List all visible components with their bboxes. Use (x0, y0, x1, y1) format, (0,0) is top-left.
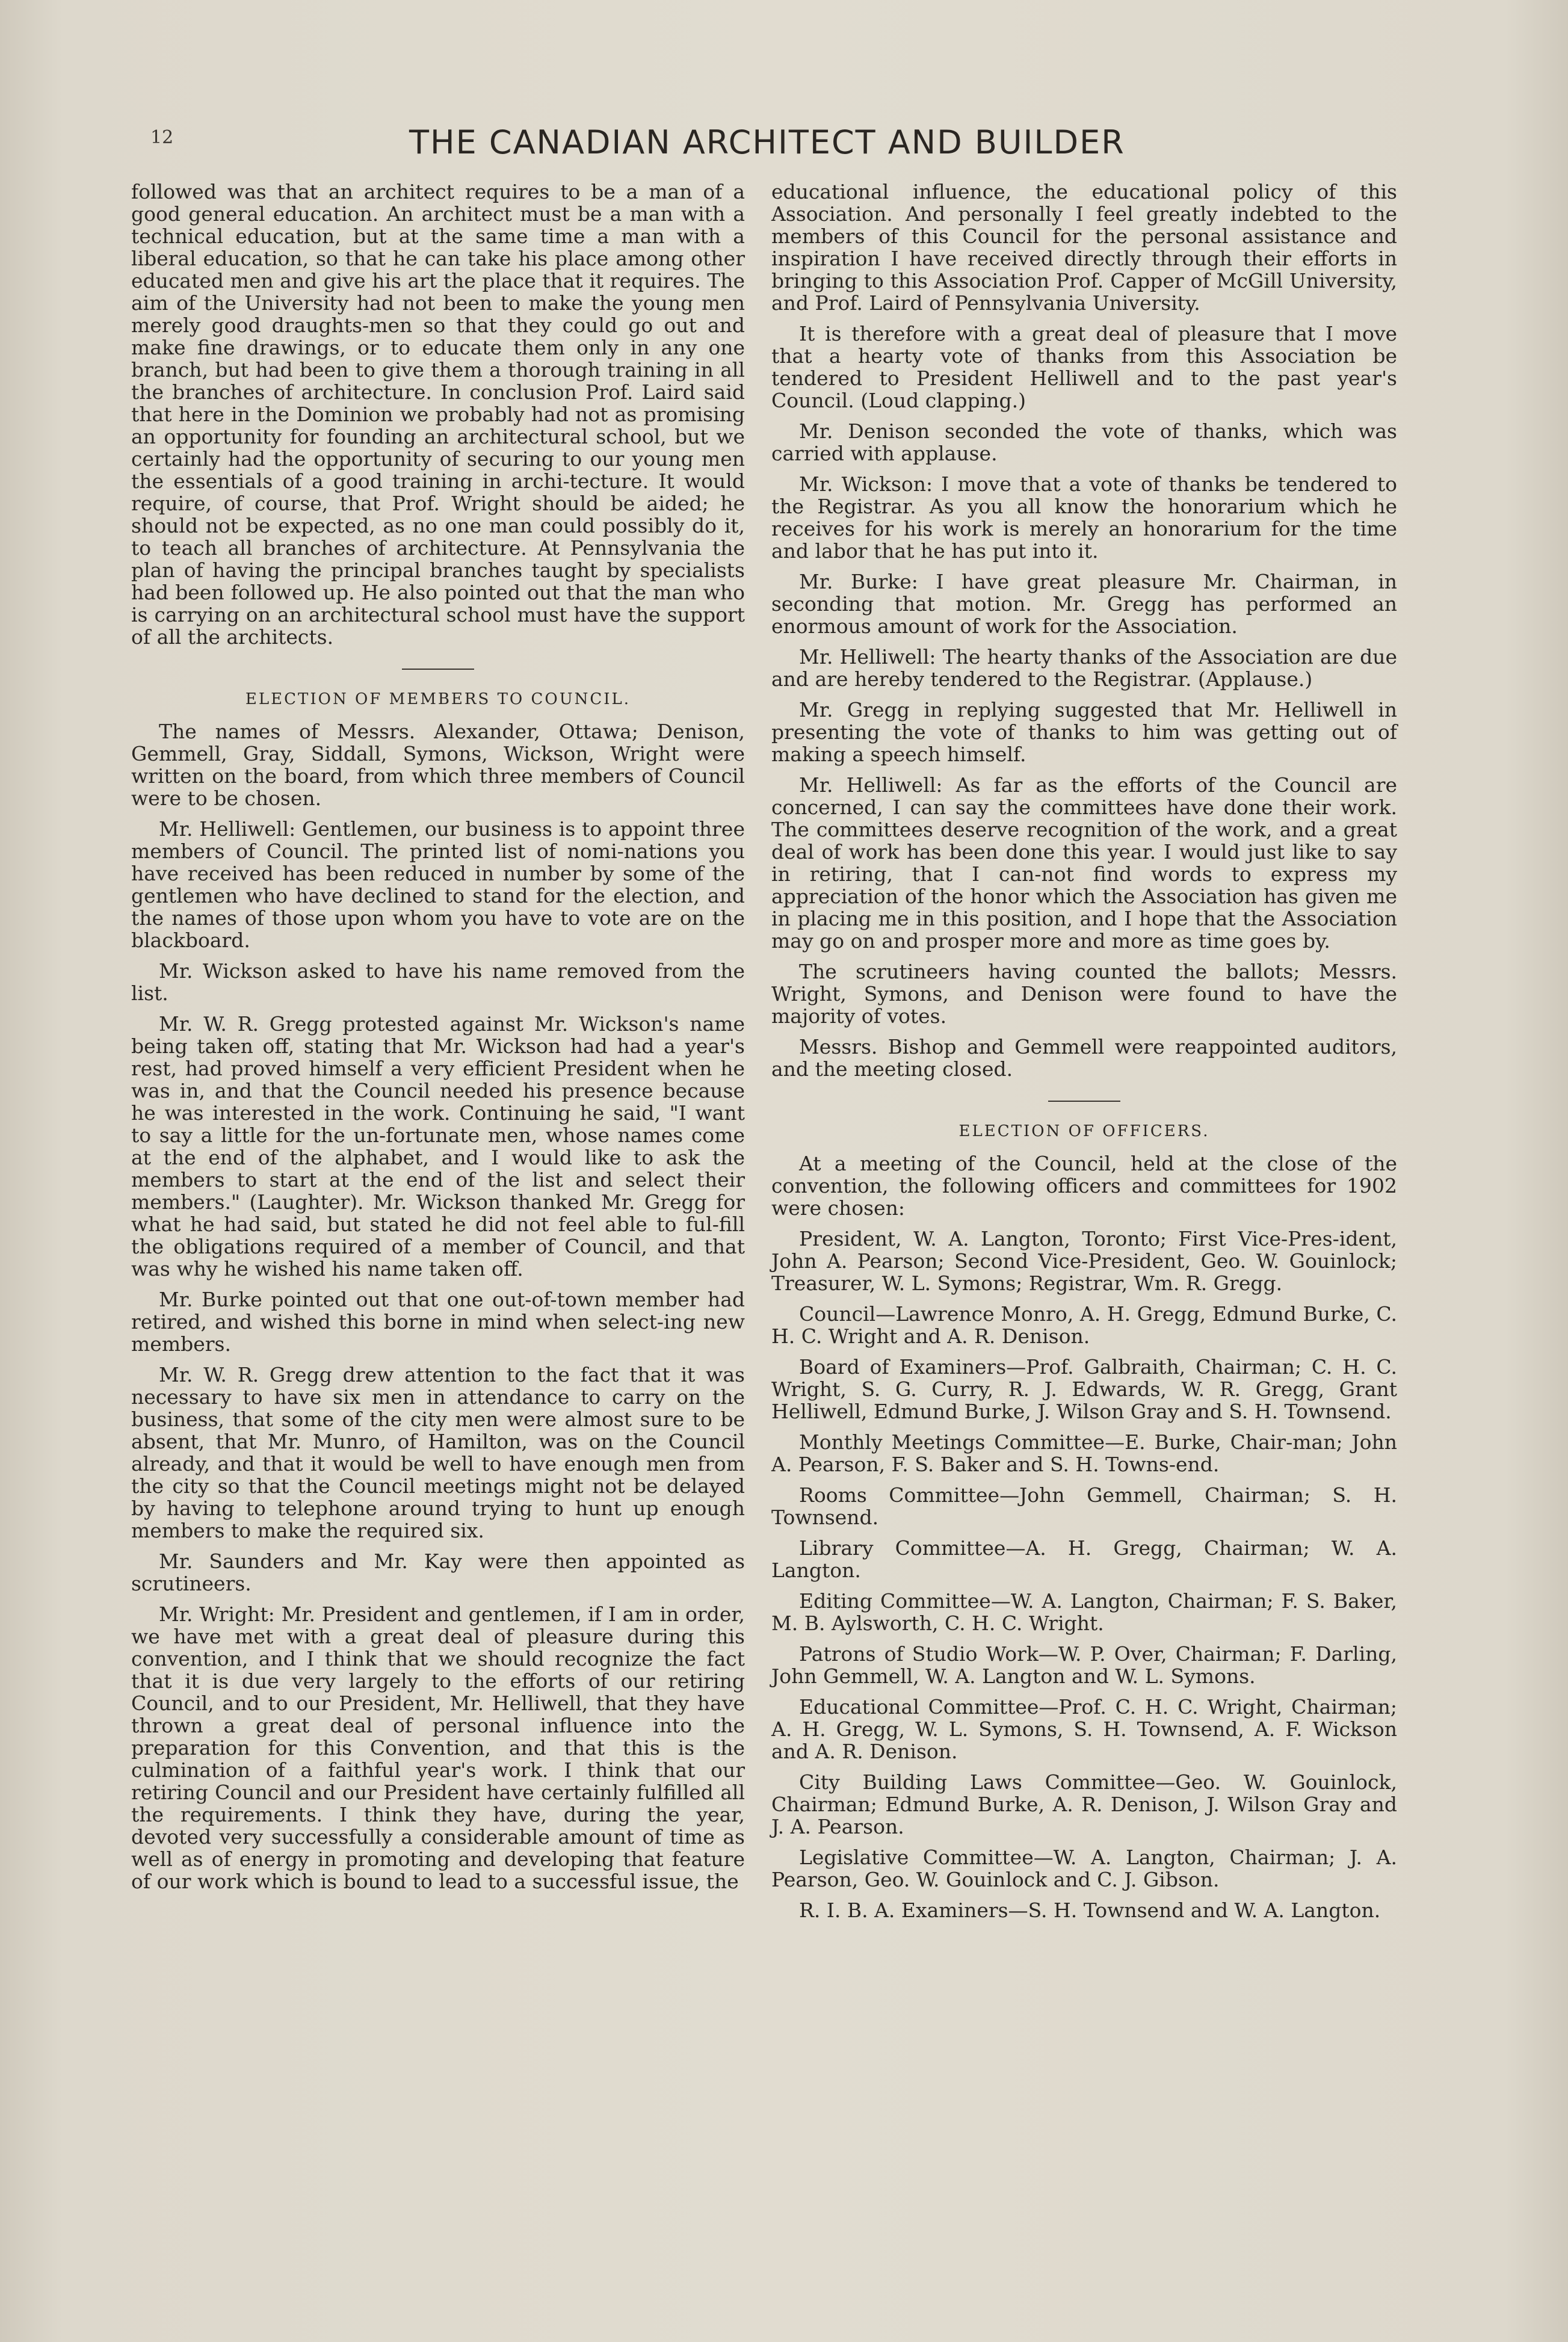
paragraph: Mr. W. R. Gregg drew attention to the fact that it was necessary to have six men in attendance to carry on the business, that some of the city men were almost sure to be absent, that Mr. Munro, of Hamilton, was on the Council already, and that it would be well to have enough men from the city so that the Council meetings might not be delayed by having to telephone around trying to hunt up enough members to make the required six. (131, 1363, 745, 1542)
paragraph: Mr. Wickson asked to have his name removed from the list. (131, 959, 745, 1005)
paragraph: Editing Committee—W. A. Langton, Chairman; F. S. Baker, M. B. Aylsworth, C. H. C. Wright. (771, 1589, 1397, 1635)
paragraph: Monthly Meetings Committee—E. Burke, Chair-man; John A. Pearson, F. S. Baker and S. H. Towns-end. (771, 1430, 1397, 1476)
paragraph: Educational Committee—Prof. C. H. C. Wright, Chairman; A. H. Gregg, W. L. Symons, S. H. Townsend, A. F. Wickson and A. R. Denison. (771, 1695, 1397, 1763)
paragraph: Rooms Committee—John Gemmell, Chairman; S. H. Townsend. (771, 1483, 1397, 1529)
paragraph: followed was that an architect requires to be a man of a good general education. An architect must be a man with a technical education, but at the same time a man with a liberal education, so that he can take his place among other educated men and give his art the place that it requires. The aim of the University had not been to make the young men merely good draughts-men so that they could go out and make fine drawings, or to educate them only in any one branch, but had been to give them a thorough training in all the branches of architecture. In conclusion Prof. Laird said that here in the Dominion we probably had not as promising an opportunity for founding an architectural school, but we certainly had the opportunity of securing to our young men the essentials of a good training in archi-tecture. It would require, of course, that Prof. Wright should be aided; he should not be expected, as no one man could possibly do it, to teach all branches of architecture. At Pennsylvania the plan of having the principal branches taught by specialists had been followed up. He also pointed out that the man who is carrying on an architectural school must have the support of all the architects. (131, 180, 745, 649)
left-column (131, 181, 745, 1901)
paragraph: Legislative Committee—W. A. Langton, Chairman; J. A. Pearson, Geo. W. Gouinlock and C. J. Gibson. (771, 1846, 1397, 1891)
section-heading: ELECTION OF OFFICERS. (958, 1122, 1210, 1140)
paragraph: Mr. Saunders and Mr. Kay were then appointed as scrutineers. (131, 1549, 745, 1595)
paragraph: Mr. Burke pointed out that one out-of-town member had retired, and wished this borne in mind when select-ing new members. (131, 1288, 745, 1356)
paragraph: Patrons of Studio Work—W. P. Over, Chairman; F. Darling, John Gemmell, W. A. Langton and W. L. Symons. (771, 1642, 1397, 1688)
section-heading: ELECTION OF MEMBERS TO COUNCIL. (245, 690, 631, 708)
paragraph: City Building Laws Committee—Geo. W. Gouinlock, Chairman; Edmund Burke, A. R. Denison, J. Wilson Gray and J. A. Pearson. (771, 1770, 1397, 1838)
paragraph: Mr. Burke: I have great pleasure Mr. Chairman, in seconding that motion. Mr. Gregg has performed an enormous amount of work for the Association. (771, 570, 1397, 638)
page-number: 12 (150, 127, 174, 148)
right-column (771, 181, 1397, 1930)
section-divider (402, 669, 474, 670)
paragraph: Council—Lawrence Monro, A. H. Gregg, Edmund Burke, C. H. C. Wright and A. R. Denison. (771, 1302, 1397, 1348)
paragraph: educational influence, the educational policy of this Association. And personally I feel greatly indebted to the members of this Council for the personal assistance and inspiration I have received directly through their efforts in bringing to this Association Prof. Capper of McGill University, and Prof. Laird of Pennsylvania University. (771, 180, 1397, 315)
paragraph: It is therefore with a great deal of pleasure that I move that a hearty vote of thanks from this Association be tendered to President Helliwell and to the past year's Council. (Loud clapping.) (771, 322, 1397, 412)
paragraph: Mr. W. R. Gregg protested against Mr. Wickson's name being taken off, stating that Mr. Wickson had had a year's rest, had proved himself a very efficient President when he was in, and that the Council needed his presence because he was interested in the work. Continuing he said, "I want to say a little for the un-fortunate men, whose names come at the end of the alphabet, and I would like to ask the members to start at the end of the list and select their members." (Laughter). Mr. Wickson thanked Mr. Gregg for what he had said, but stated he did not feel able to ful-fill the obligations required of a member of Council, and that was why he wished his name taken off. (131, 1012, 745, 1281)
paragraph: At a meeting of the Council, held at the close of the convention, the following officers and committees for 1902 were chosen: (771, 1152, 1397, 1220)
paragraph: The names of Messrs. Alexander, Ottawa; Denison, Gemmell, Gray, Siddall, Symons, Wickson, Wright were written on the board, from which three members of Council were to be chosen. (131, 720, 745, 810)
paragraph: Mr. Helliwell: Gentlemen, our business is to appoint three members of Council. The printed list of nomi-nations you have received has been reduced in number by some of the gentlemen who have declined to stand for the election, and the names of those upon whom you have to vote are on the blackboard. (131, 817, 745, 952)
section-divider (1048, 1101, 1120, 1102)
paragraph: Mr. Helliwell: As far as the efforts of the Council are concerned, I can say the committees have done their work. The committees deserve recognition of the work, and a great deal of work has been done this year. I would just like to say in retiring, that I can-not find words to express my appreciation of the honor which the Association has given me in placing me in this position, and I hope that the Association may go on and prosper more and more as time goes by. (771, 773, 1397, 953)
paragraph: Messrs. Bishop and Gemmell were reappointed auditors, and the meeting closed. (771, 1035, 1397, 1081)
paragraph: Mr. Gregg in replying suggested that Mr. Helliwell in presenting the vote of thanks to him was getting out of making a speech himself. (771, 698, 1397, 766)
paragraph: Mr. Wickson: I move that a vote of thanks be tendered to the Registrar. As you all know the honorarium which he receives for his work is merely an honorarium for the time and labor that he has put into it. (771, 472, 1397, 563)
paragraph: Mr. Wright: Mr. President and gentlemen, if I am in order, we have met with a great deal of pleasure during this convention, and I think that we should recognize the fact that it is due very largely to the efforts of our retiring Council, and to our President, Mr. Helliwell, that they have thrown a great deal of personal influence into the preparation for this Convention, and that this is the culmination of a faithful year's work. I think that our retiring Council and our President have certainly fulfilled all the requirements. I think they have, during the year, devoted very successfully a considerable amount of time as well as of energy in promoting and developing that feature of our work which is bound to lead to a successful issue, the (131, 1602, 745, 1893)
paragraph: The scrutineers having counted the ballots; Messrs. Wright, Symons, and Denison were found to have the majority of votes. (771, 960, 1397, 1028)
paragraph: R. I. B. A. Examiners—S. H. Townsend and W. A. Langton. (799, 1899, 1381, 1922)
running-title: THE CANADIAN ARCHITECT AND BUILDER (409, 123, 1125, 161)
paragraph: Board of Examiners—Prof. Galbraith, Chairman; C. H. C. Wright, S. G. Curry, R. J. Edwards, W. R. Gregg, Grant Helliwell, Edmund Burke, J. Wilson Gray and S. H. Townsend. (771, 1355, 1397, 1423)
paragraph: President, W. A. Langton, Toronto; First Vice-Pres-ident, John A. Pearson; Second Vice-President, Geo. W. Gouinlock; Treasurer, W. L. Symons; Registrar, Wm. R. Gregg. (771, 1227, 1397, 1295)
paragraph: Library Committee—A. H. Gregg, Chairman; W. A. Langton. (771, 1536, 1397, 1582)
page-header (150, 123, 1402, 171)
paragraph: Mr. Denison seconded the vote of thanks, which was carried with applause. (771, 419, 1397, 465)
paragraph: Mr. Helliwell: The hearty thanks of the Association are due and are hereby tendered to the Registrar. (Applause.) (771, 645, 1397, 691)
